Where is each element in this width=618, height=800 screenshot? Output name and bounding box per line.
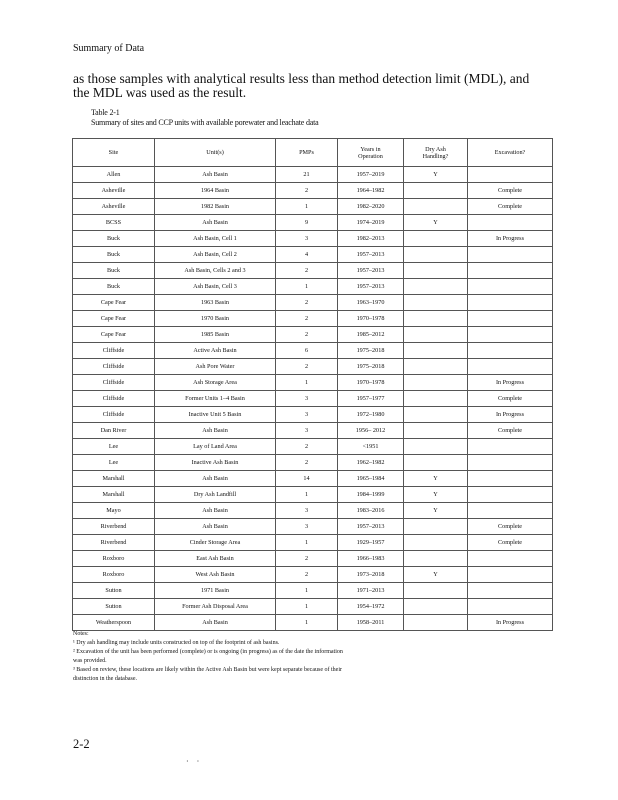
col-header-dry-ash	[404, 139, 468, 167]
cell-units: Former Units 1–4 Basin	[155, 391, 276, 407]
cell-dry	[404, 535, 468, 551]
cell-years: 1983–2016	[338, 503, 404, 519]
note-1: ¹ Dry ash handling may include units constructed on top of the footprint of ash basins.	[73, 640, 280, 646]
footer-dots: · ·	[186, 757, 203, 766]
cell-dry	[404, 583, 468, 599]
cell-pmps: 1	[276, 279, 338, 295]
cell-dry	[404, 311, 468, 327]
cell-dry: Y	[404, 167, 468, 183]
cell-site: Roxboro	[73, 551, 155, 567]
cell-excavation: In Progress	[468, 375, 553, 391]
cell-years: 1970–1978	[338, 311, 404, 327]
cell-pmps: 2	[276, 359, 338, 375]
cell-dry	[404, 343, 468, 359]
cell-excavation: Complete	[468, 183, 553, 199]
cell-units: Active Ash Basin	[155, 343, 276, 359]
cell-excavation	[468, 215, 553, 231]
col-header-units: Unit(s)	[155, 139, 276, 167]
cell-pmps: 1	[276, 487, 338, 503]
col-header-excavation: Excavation?	[468, 139, 553, 167]
cell-years: 1982–2020	[338, 199, 404, 215]
table-row	[73, 503, 553, 519]
cell-units: Dry Ash Landfill	[155, 487, 276, 503]
cell-site: Cliffside	[73, 391, 155, 407]
cell-pmps: 2	[276, 327, 338, 343]
col-header-site: Site	[73, 139, 155, 167]
cell-units: Former Ash Disposal Area	[155, 599, 276, 615]
cell-excavation	[468, 583, 553, 599]
cell-pmps: 6	[276, 343, 338, 359]
table-row	[73, 599, 553, 615]
cell-dry	[404, 247, 468, 263]
cell-units: Ash Basin	[155, 167, 276, 183]
cell-excavation	[468, 263, 553, 279]
table-row	[73, 567, 553, 583]
cell-units: Ash Basin	[155, 615, 276, 631]
cell-years: 1957–1977	[338, 391, 404, 407]
notes-title: Notes:	[73, 631, 89, 637]
cell-pmps: 2	[276, 311, 338, 327]
table-row	[73, 279, 553, 295]
table-row	[73, 535, 553, 551]
cell-units: Ash Basin	[155, 503, 276, 519]
cell-pmps: 1	[276, 199, 338, 215]
cell-dry	[404, 615, 468, 631]
cell-pmps: 3	[276, 519, 338, 535]
table-caption	[91, 108, 318, 128]
cell-excavation: In Progress	[468, 407, 553, 423]
cell-units: 1963 Basin	[155, 295, 276, 311]
col-header-pmps: PMPs	[276, 139, 338, 167]
cell-excavation	[468, 487, 553, 503]
table-row	[73, 551, 553, 567]
cell-dry	[404, 423, 468, 439]
col-header-years	[338, 139, 404, 167]
cell-units: 1971 Basin	[155, 583, 276, 599]
cell-units: Ash Basin, Cells 2 and 3	[155, 263, 276, 279]
cell-excavation: Complete	[468, 423, 553, 439]
table-row	[73, 423, 553, 439]
cell-pmps: 1	[276, 535, 338, 551]
cell-years: 1957–2019	[338, 167, 404, 183]
cell-units: East Ash Basin	[155, 551, 276, 567]
cell-dry	[404, 231, 468, 247]
table-row	[73, 487, 553, 503]
cell-site: Marshall	[73, 471, 155, 487]
cell-site: Cape Fear	[73, 327, 155, 343]
cell-excavation	[468, 471, 553, 487]
col-header-years-line2: Operation	[358, 152, 383, 160]
cell-excavation: In Progress	[468, 615, 553, 631]
cell-dry	[404, 599, 468, 615]
running-header: Summary of Data	[73, 43, 145, 54]
sites-table	[72, 138, 553, 631]
cell-dry: Y	[404, 567, 468, 583]
table-row	[73, 455, 553, 471]
cell-excavation: Complete	[468, 519, 553, 535]
cell-pmps: 2	[276, 183, 338, 199]
cell-dry	[404, 327, 468, 343]
cell-excavation: In Progress	[468, 231, 553, 247]
cell-site: Riverbend	[73, 519, 155, 535]
cell-site: Marshall	[73, 487, 155, 503]
cell-units: Ash Pore Water	[155, 359, 276, 375]
table-row	[73, 247, 553, 263]
cell-years: 1956– 2012	[338, 423, 404, 439]
cell-excavation: Complete	[468, 391, 553, 407]
cell-pmps: 9	[276, 215, 338, 231]
cell-excavation	[468, 311, 553, 327]
cell-pmps: 4	[276, 247, 338, 263]
cell-years: 1957–2013	[338, 247, 404, 263]
cell-years: 1985–2012	[338, 327, 404, 343]
cell-pmps: 2	[276, 439, 338, 455]
cell-pmps: 14	[276, 471, 338, 487]
cell-pmps: 2	[276, 567, 338, 583]
cell-units: Ash Storage Area	[155, 375, 276, 391]
cell-excavation	[468, 295, 553, 311]
cell-excavation	[468, 599, 553, 615]
cell-pmps: 21	[276, 167, 338, 183]
cell-site: Asheville	[73, 183, 155, 199]
cell-excavation	[468, 327, 553, 343]
cell-site: Mayo	[73, 503, 155, 519]
cell-site: Asheville	[73, 199, 155, 215]
cell-dry: Y	[404, 487, 468, 503]
cell-dry	[404, 391, 468, 407]
cell-years: 1974–2019	[338, 215, 404, 231]
cell-site: Sutton	[73, 599, 155, 615]
col-header-dry-line2: Handling?	[422, 152, 449, 160]
cell-years: 1965–1984	[338, 471, 404, 487]
cell-units: Ash Basin, Cell 1	[155, 231, 276, 247]
cell-pmps: 2	[276, 263, 338, 279]
cell-years: 1963–1970	[338, 295, 404, 311]
table-row	[73, 167, 553, 183]
table-notes	[73, 630, 353, 684]
cell-dry: Y	[404, 503, 468, 519]
table-row	[73, 391, 553, 407]
cell-excavation: Complete	[468, 535, 553, 551]
cell-years: 1957–2013	[338, 279, 404, 295]
cell-years: 1958–2011	[338, 615, 404, 631]
table-row	[73, 295, 553, 311]
cell-site: Weatherspoon	[73, 615, 155, 631]
cell-years: 1972–1980	[338, 407, 404, 423]
cell-site: Cliffside	[73, 343, 155, 359]
cell-site: Dan River	[73, 423, 155, 439]
cell-excavation	[468, 439, 553, 455]
cell-site: Lee	[73, 439, 155, 455]
cell-years: 1984–1999	[338, 487, 404, 503]
table-row	[73, 263, 553, 279]
cell-years: <1951	[338, 439, 404, 455]
table-row	[73, 439, 553, 455]
cell-dry	[404, 295, 468, 311]
cell-pmps: 1	[276, 599, 338, 615]
cell-years: 1975–2018	[338, 359, 404, 375]
cell-excavation	[468, 567, 553, 583]
cell-site: Cliffside	[73, 407, 155, 423]
cell-pmps: 3	[276, 423, 338, 439]
cell-years: 1957–2013	[338, 263, 404, 279]
cell-units: Ash Basin	[155, 423, 276, 439]
cell-site: Buck	[73, 279, 155, 295]
cell-site: Riverbend	[73, 535, 155, 551]
cell-excavation	[468, 455, 553, 471]
cell-pmps: 3	[276, 231, 338, 247]
cell-years: 1957–2013	[338, 519, 404, 535]
cell-dry	[404, 279, 468, 295]
cell-excavation	[468, 279, 553, 295]
note-3: ³ Based on review, these locations are likely within the Active Ash Basin but were kept separate because of their distinction in the database.	[73, 667, 342, 682]
table-row	[73, 407, 553, 423]
table-row	[73, 199, 553, 215]
cell-site: Cape Fear	[73, 295, 155, 311]
cell-dry	[404, 263, 468, 279]
cell-dry	[404, 455, 468, 471]
cell-units: Inactive Ash Basin	[155, 455, 276, 471]
cell-excavation	[468, 359, 553, 375]
cell-units: Inactive Unit 5 Basin	[155, 407, 276, 423]
cell-units: 1982 Basin	[155, 199, 276, 215]
cell-units: Ash Basin	[155, 471, 276, 487]
table-row	[73, 231, 553, 247]
cell-site: Allen	[73, 167, 155, 183]
page-number: 2-2	[73, 737, 90, 751]
cell-years: 1970–1978	[338, 375, 404, 391]
table-row	[73, 519, 553, 535]
cell-site: Cliffside	[73, 359, 155, 375]
cell-units: Ash Basin, Cell 2	[155, 247, 276, 263]
table-row	[73, 615, 553, 631]
table-header-row	[73, 139, 553, 167]
cell-units: 1985 Basin	[155, 327, 276, 343]
cell-excavation	[468, 551, 553, 567]
cell-pmps: 2	[276, 455, 338, 471]
cell-pmps: 1	[276, 583, 338, 599]
cell-site: Buck	[73, 231, 155, 247]
col-header-dry-line1: Dry Ash	[425, 145, 446, 153]
cell-site: BCSS	[73, 215, 155, 231]
cell-units: Ash Basin, Cell 3	[155, 279, 276, 295]
cell-dry: Y	[404, 471, 468, 487]
cell-years: 1964–1982	[338, 183, 404, 199]
cell-pmps: 3	[276, 407, 338, 423]
cell-dry	[404, 551, 468, 567]
cell-site: Roxboro	[73, 567, 155, 583]
cell-units: West Ash Basin	[155, 567, 276, 583]
cell-site: Buck	[73, 247, 155, 263]
cell-site: Buck	[73, 263, 155, 279]
cell-years: 1975–2018	[338, 343, 404, 359]
table-number: Table 2-1	[91, 108, 120, 117]
cell-site: Cape Fear	[73, 311, 155, 327]
table-title: Summary of sites and CCP units with available porewater and leachate data	[91, 118, 319, 127]
cell-units: Ash Basin	[155, 215, 276, 231]
table-row	[73, 583, 553, 599]
cell-dry	[404, 439, 468, 455]
cell-pmps: 3	[276, 391, 338, 407]
cell-excavation	[468, 503, 553, 519]
table-row	[73, 327, 553, 343]
cell-units: Ash Basin	[155, 519, 276, 535]
cell-pmps: 1	[276, 375, 338, 391]
intro-paragraph: as those samples with analytical results less than method detection limit (MDL), and the MDL was used as the result.	[73, 71, 530, 100]
cell-excavation	[468, 247, 553, 263]
cell-dry	[404, 519, 468, 535]
cell-pmps: 3	[276, 503, 338, 519]
cell-dry	[404, 407, 468, 423]
cell-pmps: 2	[276, 295, 338, 311]
col-header-years-line1: Years in	[360, 145, 381, 153]
cell-dry	[404, 375, 468, 391]
cell-site: Sutton	[73, 583, 155, 599]
cell-pmps: 1	[276, 615, 338, 631]
cell-units: Lay of Land Area	[155, 439, 276, 455]
cell-excavation	[468, 167, 553, 183]
cell-pmps: 2	[276, 551, 338, 567]
table-row	[73, 183, 553, 199]
cell-years: 1929–1957	[338, 535, 404, 551]
table-row	[73, 375, 553, 391]
cell-years: 1973–2018	[338, 567, 404, 583]
table-row	[73, 359, 553, 375]
cell-years: 1962–1982	[338, 455, 404, 471]
cell-dry: Y	[404, 215, 468, 231]
cell-units: 1970 Basin	[155, 311, 276, 327]
cell-units: Cinder Storage Area	[155, 535, 276, 551]
cell-excavation: Complete	[468, 199, 553, 215]
table-row	[73, 215, 553, 231]
cell-years: 1982–2013	[338, 231, 404, 247]
cell-units: 1964 Basin	[155, 183, 276, 199]
note-2: ² Excavation of the unit has been performed (complete) or is ongoing (in progress) as of the date the information was provided.	[73, 649, 343, 664]
table-row	[73, 343, 553, 359]
cell-dry	[404, 199, 468, 215]
table-row	[73, 311, 553, 327]
table-row	[73, 471, 553, 487]
cell-years: 1954–1972	[338, 599, 404, 615]
cell-years: 1966–1983	[338, 551, 404, 567]
cell-dry	[404, 183, 468, 199]
cell-site: Cliffside	[73, 375, 155, 391]
cell-site: Lee	[73, 455, 155, 471]
cell-dry	[404, 359, 468, 375]
cell-excavation	[468, 343, 553, 359]
cell-years: 1971–2013	[338, 583, 404, 599]
